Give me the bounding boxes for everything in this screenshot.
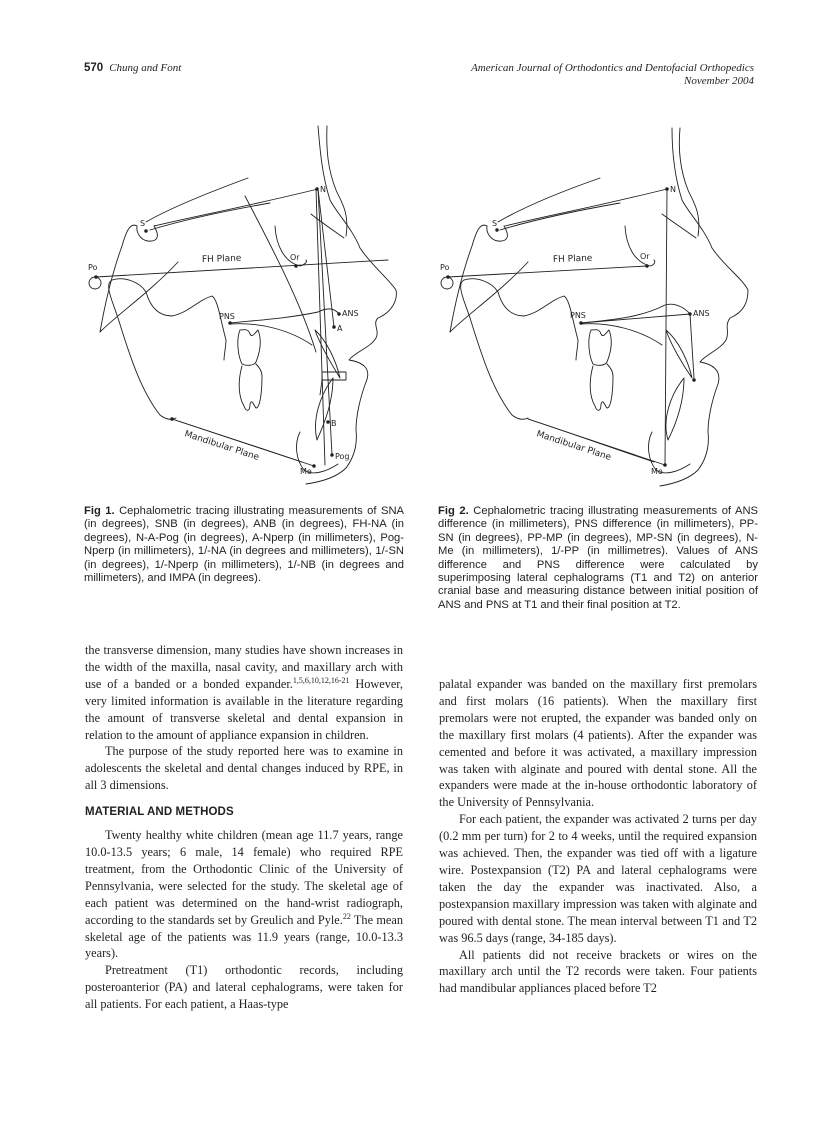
page-number: 570 xyxy=(84,62,104,74)
paragraph-intro-continuation xyxy=(85,642,403,743)
figure-1-drawing xyxy=(78,122,413,487)
landmark-ans-label: ANS xyxy=(342,309,359,318)
right-column-body xyxy=(439,676,757,997)
fh-plane-label: FH Plane xyxy=(552,253,593,265)
landmark-me-label: Me xyxy=(300,467,312,476)
paragraph-subjects xyxy=(85,827,403,962)
paragraph-text: the transverse dimension, many studies have shown increases in the width of the maxilla, nasal cavity, and maxillary arch with use of a banded or a bonded expander. xyxy=(85,643,403,691)
citation-superscript: 1,5,6,10,12,16-21 xyxy=(292,675,350,685)
paragraph-text: However, very limited information is available in the literature regarding the amount of transverse skeletal and dental expansion in relation to the amount of appliance expansion in children. xyxy=(85,676,403,742)
author-names: Chung and Font xyxy=(109,62,182,74)
running-header-left xyxy=(84,62,181,75)
figure-2-caption-text: Cephalometric tracing illustrating measurements of ANS difference (in millimeters), PNS difference (in millimeters), PP-SN (in degrees), PP-MP (in degrees), MP-SN (in degrees), N-Me (in millimeters), 1/-PP (in millimetres). Values of ANS difference and PNS difference were calculated by superimposing lateral cephalograms (T1 and T2) on anterior cranial base and measuring distance between initial position of ANS and PNS at T1 and their final position at T2. xyxy=(438,505,758,611)
issue-date: November 2004 xyxy=(684,75,754,87)
journal-title: American Journal of Orthodontics and Dentofacial Orthopedics xyxy=(471,62,754,74)
figure-2-caption-label: Fig 2. xyxy=(438,505,469,517)
landmark-or-label: Or xyxy=(640,252,650,261)
landmark-s-label: S xyxy=(492,219,498,228)
landmark-n-label: N xyxy=(670,185,676,194)
figure-1-cephalometric-tracing xyxy=(78,122,413,487)
landmark-n-label: N xyxy=(320,185,326,194)
landmark-pns-label: PNS xyxy=(219,312,235,321)
section-heading-methods: MATERIAL AND METHODS xyxy=(85,806,234,819)
running-header-right xyxy=(471,62,754,88)
figure-2-drawing xyxy=(433,122,768,487)
landmark-or-label: Or xyxy=(290,253,300,262)
figure-1-caption-text: Cephalometric tracing illustrating measurements of SNA (in degrees), SNB (in degrees), ANB (in degrees), FH-NA (in degrees), N-A-Pog (in degrees), A-Nperp (in millimeters), Pog-Nperp (in millimeters), 1/-NA (in degrees and millimeters), 1/-SN (in degrees), 1/-Nperp (in millimeters), 1/-NB (in degrees and millimeters), and IMPA (in degrees). xyxy=(84,505,404,585)
paragraph-text: Twenty healthy white children (mean age 11.7 years, range 10.0-13.5 years; 6 male, 14 female) who required RPE treatment, from the Orthodontic Clinic of the University of Pennsylvania, were selected for the study. The skeletal age of each patient was determined on the hand-wrist radiograph, according to the standards set by Greulich and Pyle. xyxy=(85,828,403,927)
mandibular-plane-label: Mandibular Plane xyxy=(535,429,613,463)
landmark-me-label: Me xyxy=(651,467,663,476)
landmark-pog-label: Pog xyxy=(335,452,350,461)
figure-2-cephalometric-tracing xyxy=(433,122,768,487)
landmark-pns-label: PNS xyxy=(570,311,586,320)
fh-plane-label: FH Plane xyxy=(201,253,242,265)
landmark-po-label: Po xyxy=(440,263,450,272)
paragraph-text: The mean skeletal age of the patients was 11.9 years (range, 10.0-13.3 years). xyxy=(85,912,403,961)
figure-1-caption xyxy=(84,505,404,585)
mandibular-plane-label: Mandibular Plane xyxy=(183,429,261,463)
paragraph-purpose: The purpose of the study reported here was to examine in adolescents the skeletal and dental changes induced by RPE, in all 3 dimensions. xyxy=(85,744,403,793)
landmark-po-label: Po xyxy=(88,263,98,272)
left-column-body xyxy=(85,642,403,1013)
landmark-ans-label: ANS xyxy=(693,309,710,318)
landmark-s-label: S xyxy=(140,219,146,228)
figure-1-caption-label: Fig 1. xyxy=(84,505,115,517)
paragraph-brackets: All patients did not receive brackets or wires on the maxillary arch until the T2 records were taken. Four patients had mandibular appliances placed before T2 xyxy=(439,947,757,996)
figure-2-caption xyxy=(438,505,758,612)
landmark-b-label: B xyxy=(331,419,337,428)
landmark-a-label: A xyxy=(337,324,343,333)
paragraph-activation: For each patient, the expander was activated 2 turns per day (0.2 mm per turn) for 2 to 4 weeks, until the required expansion was achieved. Then, the expander was tied off with a ligature wire. Postexpansion (T2) PA and lateral cephalograms were taken the day the expander was inactivated. Also, a postexpansion maxillary impression was taken with alginate and poured with dental stone. The mean interval between T1 and T2 was 96.5 days (range, 34-185 days). xyxy=(439,812,757,945)
paragraph-pretreatment: Pretreatment (T1) orthodontic records, including posteroanterior (PA) and lateral cephalograms, were taken for all patients. For each patient, a Haas-type xyxy=(85,963,403,1012)
paragraph-expander: palatal expander was banded on the maxillary first premolars and first molars (16 patients). When the maxillary first premolars were not erupted, the expander was banded only on the maxillary first molars (4 patients). After the expander was cemented and before it was activated, a maxillary impression was taken with alginate and poured with dental stone. All the expanders were made at the in-house orthodontic laboratory of the University of Pennsylvania. xyxy=(439,677,757,810)
citation-superscript: 22 xyxy=(342,911,351,921)
